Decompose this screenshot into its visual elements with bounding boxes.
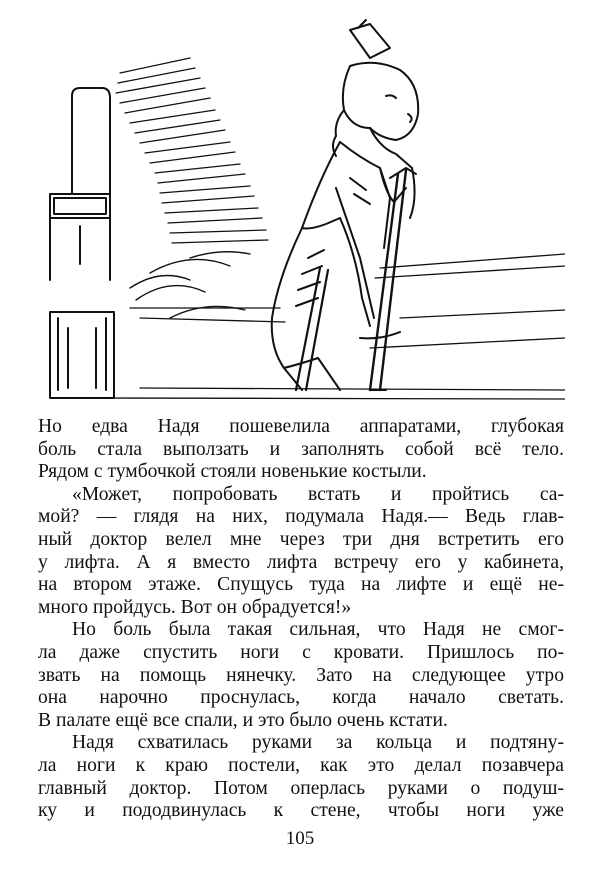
- text-line: мой? — глядя на них, подумала Надя.— Ведь глав-: [38, 506, 564, 528]
- text-line: «Может, попробовать встать и пройтись са-: [72, 483, 564, 505]
- text-line: ла ноги к краю постели, как это делал позавчера: [38, 754, 564, 776]
- text-line: В палате ещё все спали, и это было очень кстати.: [38, 709, 448, 731]
- girl-on-crutches-illustration-icon: [40, 18, 565, 400]
- text-line: Но боль была такая сильная, что Надя не смог-: [72, 619, 564, 641]
- text-line: звать на помощь нянечку. Зато на следующее утро: [38, 664, 564, 686]
- book-text: [38, 416, 564, 823]
- text-line: ла даже спустить ноги с кровати. Пришлось по-: [38, 641, 564, 663]
- text-line: много пройдусь. Вот он обрадуется!»: [38, 596, 352, 618]
- text-line: Надя схватилась руками за кольца и подтяну-: [72, 732, 564, 754]
- text-line: боль стала выползать и заполнять собой всё тело.: [38, 438, 564, 460]
- text-line: ку и пододвинулась к стене, чтобы ноги уже: [38, 800, 564, 822]
- text-line: главный доктор. Потом оперлась руками о подуш-: [38, 777, 564, 799]
- page-number: 105: [285, 828, 315, 849]
- wall-hatching: [116, 58, 268, 243]
- girl-figure: [272, 20, 418, 390]
- text-line: она нарочно проснулась, когда начало светать.: [38, 687, 564, 709]
- text-line: на втором этаже. Спущусь туда на лифте и ещё не-: [38, 574, 564, 596]
- text-line: ный доктор велел мне через три дня встретить его: [38, 528, 564, 550]
- bed-frame: [50, 88, 114, 398]
- text-line: у лифта. А я вместо лифта встречу его у кабинета,: [38, 551, 564, 573]
- text-line: Рядом с тумбочкой стояли новенькие костыли.: [38, 461, 427, 483]
- text-line: Но едва Надя пошевелила аппаратами, глубокая: [38, 416, 564, 437]
